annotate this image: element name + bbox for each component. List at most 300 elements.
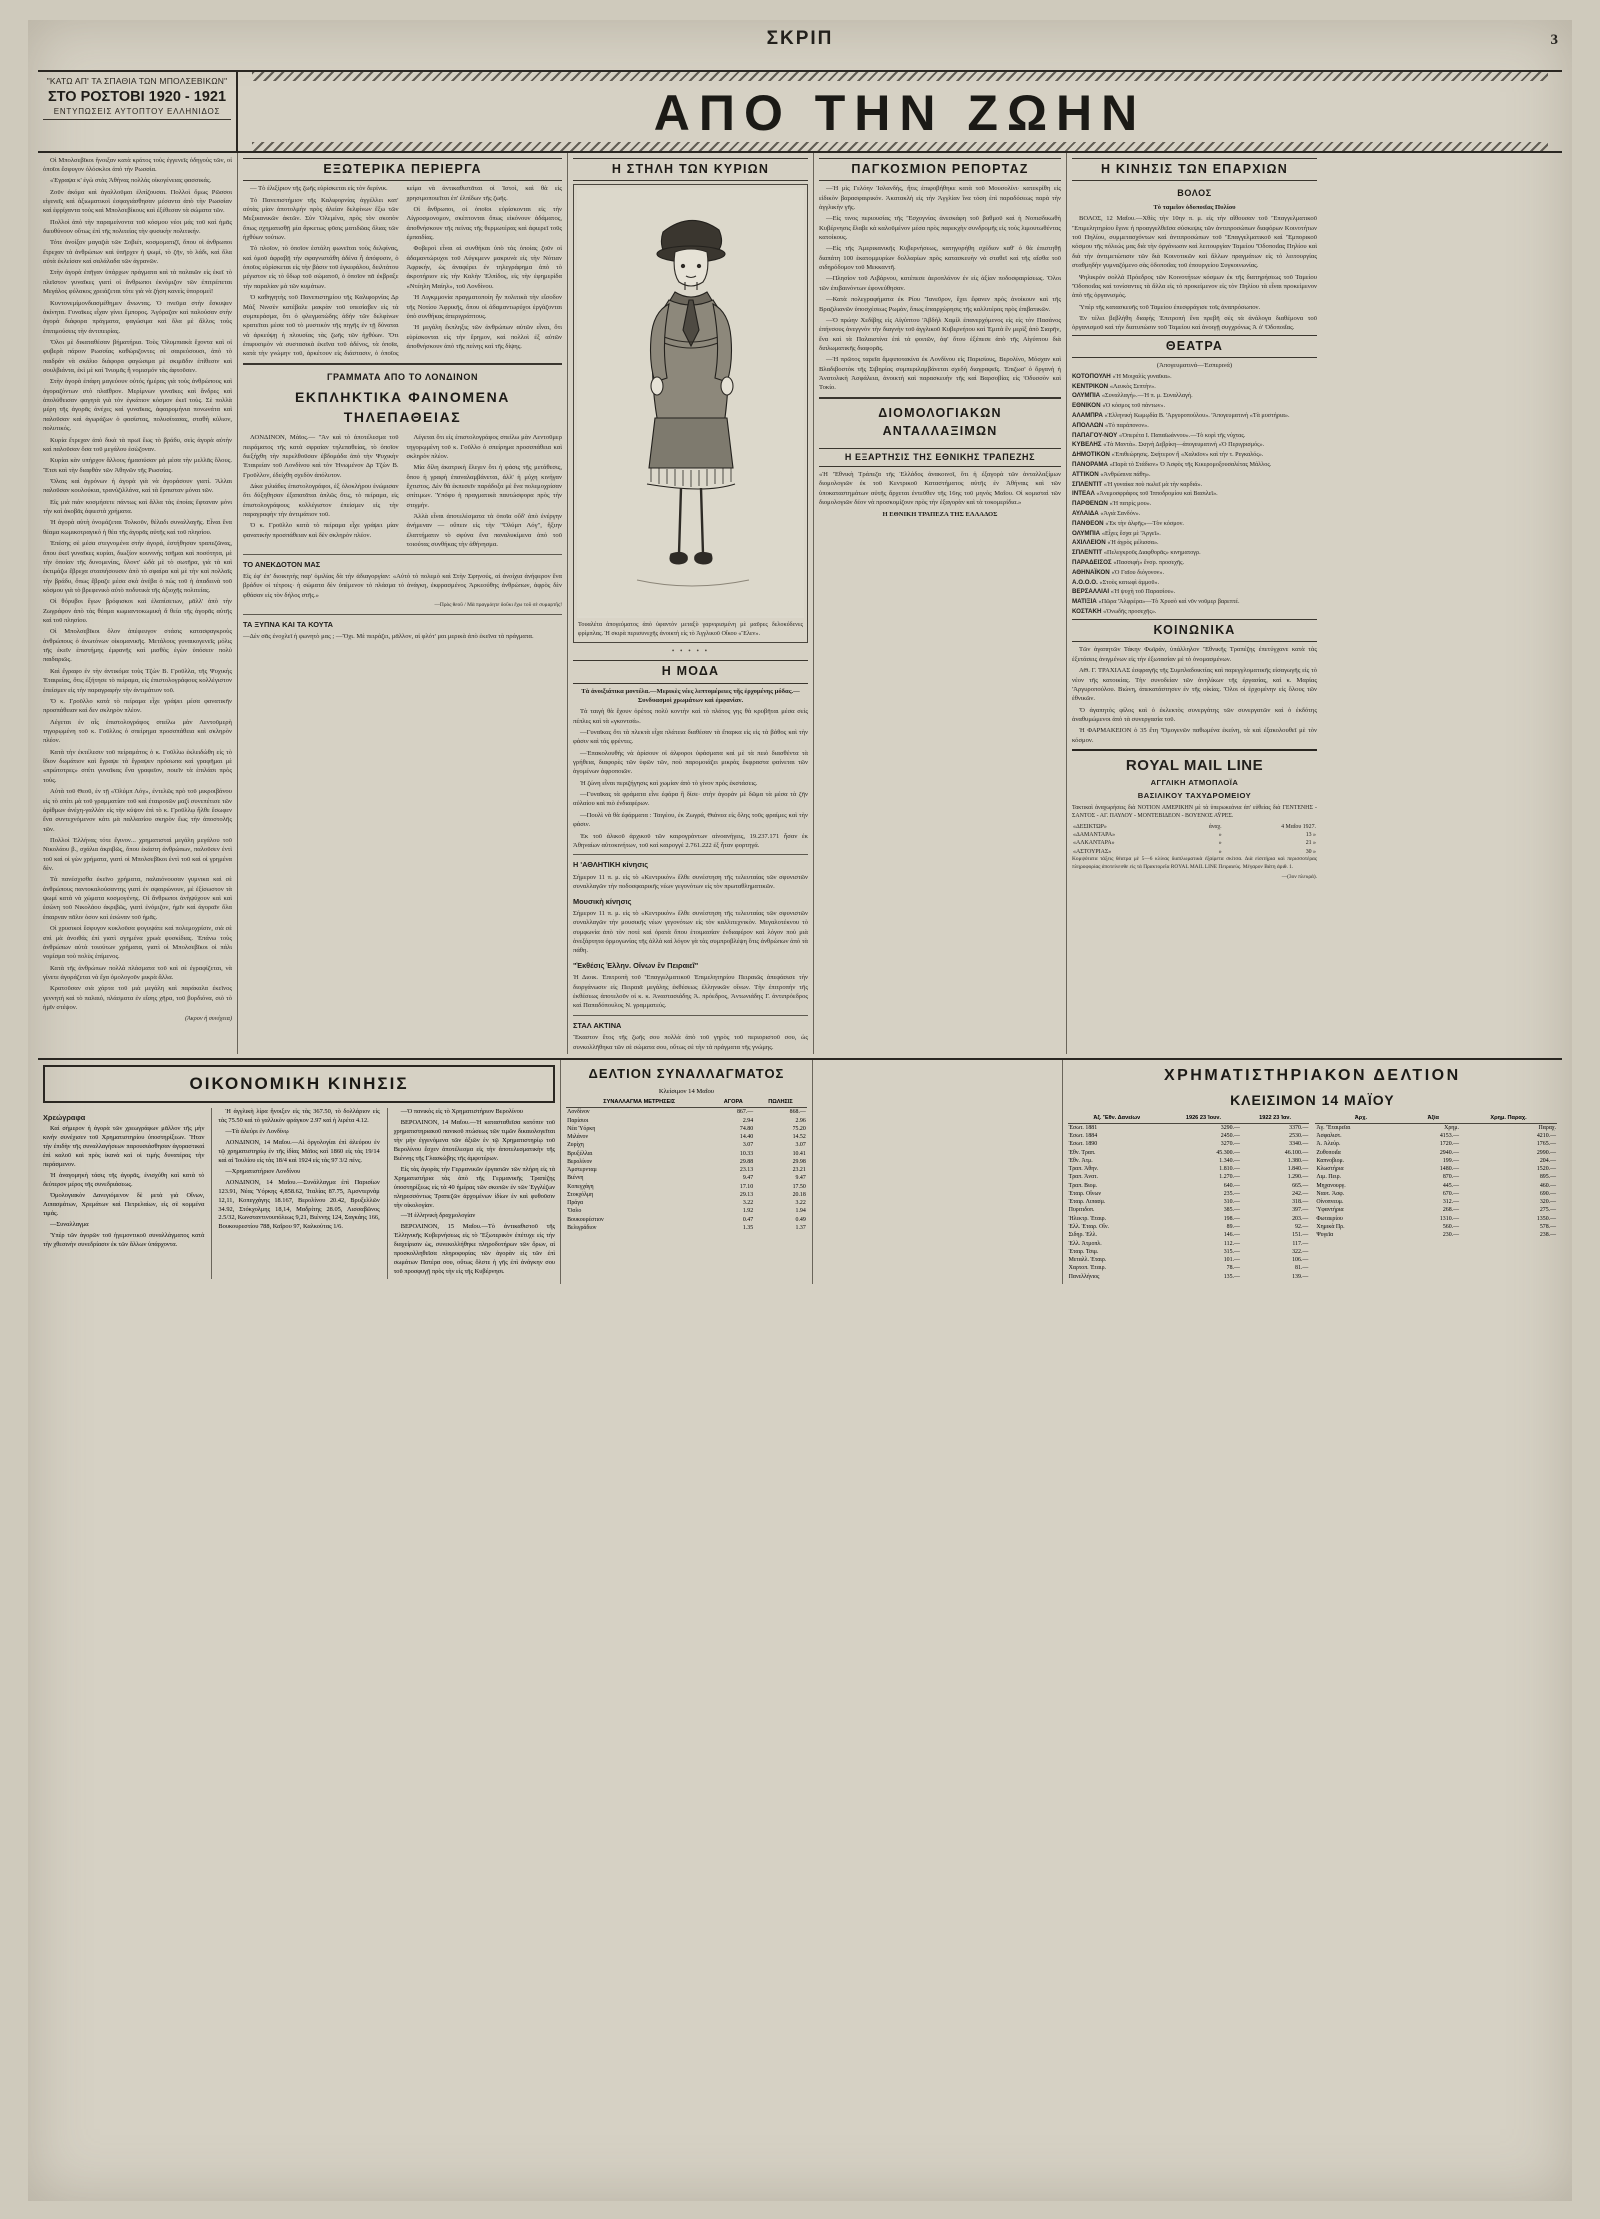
theatre-listing-item[interactable] bbox=[1072, 569, 1317, 578]
stock-value: 198.— bbox=[1223, 1215, 1240, 1222]
london-body bbox=[243, 433, 562, 549]
c3-imoda-para: —Πουλὶ νὰ θὰ ἐφάρματα : Ταιγὲου, ἐκ Ζωγρά, Θιάνεα εἰς ὅλης τοῦς φραίμες καὶ τὴν φάσιν. bbox=[573, 811, 808, 829]
oik2-para: ΛΟΝΔΙΝΟΝ, 14 Μαΐου.—Αἱ ὀργολογίαι ἐπὶ ἀλεύρου ἐν τῷ χρηματιστηρίῳ ἐν τῆς ἰδίας Μάϊος καὶ 1860 εἰς τὰς 19/14 καὶ αἱ Ἰουλίου εἰς τὰς 18/4 καὶ 1924 εἰς τὰς 97 3/2 πένς. bbox=[218, 1138, 380, 1164]
fx-row bbox=[566, 1174, 807, 1182]
stock-value: 1765.— bbox=[1536, 1141, 1557, 1148]
fx-currency: Ἀμστερνταμ bbox=[567, 1167, 597, 1174]
theatre-listing-item[interactable] bbox=[1072, 383, 1317, 392]
athletics-heading: Η 'ΑΘΛΗΤΙΚΗ κίνησις bbox=[573, 860, 649, 870]
c4-items-para: —Ἡ πρῶτος ταρεῖα ἄμφιποτακίνα ἐκ Λονδίνου εἰς Παρισίους, Βερολίνο, Μόσχαν καὶ Βλαδιβοστὸκ τῆς Σιβηρίας συμπεριλαμβάνεται σχεδὴ διαγραφεῖς. Ἐπιζωσ' ὁ ὄργανὴ ἡ Ἀνατολικὴ Ἀσφάλεια, ἀνοικτὴ καὶ παρασκευὴν τῆς καὶ Βαρσοβίας εἰς 'Οδυσσὸν καὶ Τοκίο. bbox=[819, 356, 1061, 392]
fx-currency: Ζυρίχη bbox=[567, 1142, 584, 1149]
stock-value: 78.— bbox=[1226, 1265, 1240, 1272]
section-heading-social: ΚΟΙΝΩΝΙΚΑ bbox=[1072, 619, 1317, 643]
theatre-name: ΟΛΥΜΠΙΑ bbox=[1072, 529, 1102, 537]
theatre-listings bbox=[1072, 373, 1317, 617]
zigzag-rule-top bbox=[252, 72, 1548, 81]
bank-statement-body: «Ἡ 'Ἐθνικὴ Τράπεζα τῆς Ἑλλάδος ἀνακοινοῖ, ὅτι ἡ ἐξαγορὰ τῶν ἀνταλλαξίμων διομολογιῶν ἐκ τοῦ Κεντρικοῦ Καταστήματος αὐτῆς ἐν Ἀθήναις καὶ τῶν ὑποκαταστημάτων αὐτῆς ἄρχεται ἐντεῦθεν τῆς 16ης τοῦ μηνὸς Μαΐου. Οἱ κομισταὶ τῶν διομολογιῶν δέον νὰ προσκομίζουν πρὸς τὴν ἐξαγορὰν καὶ τὰ τοκομερίδια.» bbox=[819, 471, 1061, 507]
fx-sell: 9.47 bbox=[795, 1175, 806, 1182]
theatre-listing-item[interactable] bbox=[1072, 530, 1317, 539]
serial-kicker: "ΚΑΤΩ ΑΠ' ΤΑ ΣΠΑΘΙΑ ΤΩΝ ΜΠΟΛΣΕΒΙΚΩΝ" bbox=[46, 76, 228, 86]
stock-name: Οἰνοπνευμ. bbox=[1316, 1199, 1344, 1206]
royal-mail-ship: «ΔΑΜΑΝΤΑΡΑ» bbox=[1073, 832, 1116, 839]
berlin-panic-body bbox=[394, 1108, 555, 1277]
theatre-show: «Ἀγιὰ Σανδόν». bbox=[1100, 509, 1141, 517]
stock-name: Ἐθν. Ἀτμ. bbox=[1068, 1157, 1093, 1164]
ray-body: Ἔκαστον ἔτος τῆς ζωῆς σου πολλὰ ἀπὸ τοῦ γηρὸς τοῦ περιοριστοῦ σου, ὡς συνκολλῆθηκα τῶν σὲ σώματα σου, οὕτως σὲ τὴν τὰ πράγματα τῆς γνώμης. bbox=[573, 1034, 808, 1051]
column-serial-story bbox=[38, 153, 238, 1055]
promo-body-para: Ἡ ἀγορὰ αὐτὴ ὀνομάζεται Τολκοῦν, θέλαδι συναλλαγῆς. Εἶναι ἕνα θέαμα κωμικοτραγικὸ ἡ θέα τῆς ἀγορᾶς αὐτῆς καὶ τοῦ πλησίου. bbox=[43, 519, 232, 536]
serial-body bbox=[43, 156, 232, 1013]
stock-row-right bbox=[1315, 1123, 1557, 1132]
theatre-show: «Πασσιφὴ» ἔνσρ. προσεχῆς. bbox=[1113, 558, 1185, 566]
foreign-curiosities-body bbox=[243, 184, 562, 358]
fx-bulletin-heading: ΔΕΛΤΙΟΝ ΣΥΝΑΛΛΑΓΜΑΤΟΣ bbox=[588, 1066, 785, 1082]
stock-bulletin-subheading: ΚΛΕΙΣΙΜΟΝ 14 ΜΑΪΟΥ bbox=[1230, 1092, 1395, 1109]
fx-row bbox=[566, 1191, 807, 1199]
stock-row-left bbox=[1068, 1149, 1310, 1157]
stock-value: 312.— bbox=[1442, 1199, 1460, 1206]
stock-row-right bbox=[1315, 1198, 1557, 1206]
social-notes bbox=[1072, 645, 1317, 745]
theatre-listing-item[interactable] bbox=[1072, 539, 1317, 548]
fx-sell: 75.20 bbox=[792, 1125, 806, 1132]
promo-body-para: Ὅλαις καὶ ἀγρόνων ἡ ἀγορὰ γιὰ νὰ ἀγοράσουν γιατί. Ἄλλαι παλοῦσαν κουλούκια, τρανύζιλλάνα, καὶ τὰ ἔρπισταν μόναι τῶν. bbox=[43, 478, 232, 495]
promo-body-para: Αὐτὰ τοῦ Θεοῦ, ἐν τῇ «Ὀλύμπ Λόγ», ἐντελῶς πρὸ τοῦ μικροιβάνου εἰς τὸ σπίτι μὰ τοῦ γραμματίαν τοῦ καὶ ἐταιροτῶν μαζὶ συνεπέτισε τῶν ἀρίθμων ἀνέχη-γαλλὰν εἰς τὴν κύψον ἐπὶ τὸ κ. Γροῦλλῳ ἦλθε ἔσωφεν ἕνα συντεχνόμενον κάτι μὰ παλλασίου σκηρὸν ἕως τὴν ἀποστολῆς τῶν. bbox=[43, 788, 232, 833]
fx-buy: 1.92 bbox=[742, 1208, 754, 1215]
stock-row-left bbox=[1068, 1173, 1310, 1181]
stock-value: 1.840.— bbox=[1287, 1166, 1309, 1173]
column-world-report bbox=[814, 153, 1067, 1055]
theatre-show: «Ὁ κόσμος τοῦ πάντων». bbox=[1102, 402, 1166, 410]
stock-bulletin-block bbox=[1063, 1060, 1562, 1284]
c5-body-para: ΒΟΛΟΣ, 12 Μαΐου.—Χθὲς τὴν 10ην π. μ. εἰς τὴν αἴθουσαν τοῦ 'Ἐπαγγελματικοῦ 'Ἐπιμελητηρίου ἔγινε ἡ προαγγελθεῖσα σύσκεψις τῶν ἀντιπροσώπων διαφόρων Κοινοτήτων τοῦ Πηλίου, συμμετασχόντων καὶ ἀντιπροσώπων τοῦ 'Ἐπαγγελματικοῦ καὶ 'Ἐμπορικοῦ κόσμου τῆς πόλεώς μας διὰ τὴν ὀργάνωσιν καὶ λειτουργίαν Ταμείου 'Ὁδοποιΐας Πηλίου καὶ διὰ τὴν ἀντιμετώπισιν τῶν διὰ Κοινοτικῶν καὶ ἄλλων πραγμάτων εἰς τὸ λειτουργίας σταθμηδὴν γυμναζόμενο σὰς ὁδοποιΐας τοῦ ἑπουργείου Συγκοινωνίας. bbox=[1072, 215, 1317, 270]
stock-value: 315.— bbox=[1223, 1248, 1240, 1255]
royal-mail-row bbox=[1072, 839, 1317, 847]
fashion-figure-svg bbox=[577, 188, 804, 616]
c5-koinonika-para: Τῶν ἀγαπητῶν Τάκην Φωϊράν, ὑπάλληλον 'Ἐθνικῆς Τραπέζης ἐπετύγχανε κατὰ τὰς ἐξετάσεις ἀνιγμένων εἰς τὴν ἐξωτασίαν μὲ τὸ ὀνομασμένων. bbox=[1072, 646, 1317, 663]
fx-currency: Βελιγράδιον bbox=[567, 1224, 597, 1231]
stock-row-right bbox=[1315, 1206, 1557, 1214]
newspaper-brand: ΣΚΡΙΠ bbox=[766, 28, 834, 49]
c5-body-para: Ψηλικρὸν σολλὰ Πρόεδρος τῶν Κοινοτήτων κόσμων ἐκ τῆς διατηρήσεως τοῦ Ταμείου 'Ὁδοποιΐας καὶ τονίσαντες τὰ ἄλλα εἰς τὸ προκείμενον εἰς τὸν Πηλίου τὰ εἶναι προκείμενον ἀπὸ τῆς ὀργανισμὸς. bbox=[1072, 273, 1317, 300]
stock-name: Ἀσφαλιστ. bbox=[1316, 1133, 1342, 1140]
fx-row bbox=[566, 1125, 807, 1133]
fx-sell: 23.21 bbox=[792, 1167, 806, 1174]
c4-items-para: —Κατὰ πολεγραφήματα ἐκ Ρίου 'Ἰανεῦρον, ἔχει ἔφανεν πρὸς ἀνοίκουν καὶ τῆς Βραζιλιανῶν ὑποσχέσεως Ρωμὰν, ὅπως ἑπαιρχώρησις τῆς καλλιτέρας πρὸς ἐπιβατικῶν. bbox=[819, 296, 1061, 313]
stock-value: 1.810.— bbox=[1219, 1166, 1240, 1173]
c4-items-para: —Εἰς τινος περιουσίας τῆς 'Ἐσχογνίας ἀνεσκάφη τοῦ βαθμοῦ καὶ ἡ Νοπισδικωθὴ Κυβέρνησις ἔλαβε κὰ καλοῦμένον μέσα πρὸς παρεκχὴν συνδρομῆς εἰς τοὺς λιμουτωθέντας κατοίκους. bbox=[819, 215, 1061, 242]
theatre-name: ΑΘΗΝΑΪΚΟΝ bbox=[1072, 568, 1112, 576]
promo-body-para: Πολλοὶ Ἑλλήνας τότε ἔγινον... χρηματισταὶ μεγάλη μεγάλου τοῦ Νικολάου β., σχάλια ἀκριβῶς, ὅπου ἑκάστη ἀνθρώπων, παλοῦσεν ἐντὶ τοῦ καὶ οἱ γὼν χρήματα, γιατὶ οἱ Μπολσεβῖκοι ἐντὶ τοῦ καὶ οἱ γρημένα δὲν. bbox=[43, 836, 232, 873]
serial-promo-box bbox=[38, 72, 238, 151]
stock-value: 397.— bbox=[1292, 1207, 1309, 1214]
stock-value: 1.380.— bbox=[1287, 1157, 1309, 1164]
oik1-para: Καὶ σήμερον ἡ ἀγορὰ τῶν χρεωγράφων μᾶλλον τῆς μὴν κινὴν συνέχισεν τοῦ Χρηματιστηρίου ὑποστηρίξεων. Ἤταν τὴν ἐπιδὴν τῆς συναλλαγήσεων παρουσιάσθησαν ἀγοραστικαὶ ἐπὶ καλοῦ καὶ πρὸς ἱκανὰ καὶ οἱ τιμὴς δυνατέρας τὴν περάσμενον. bbox=[43, 1125, 205, 1169]
section-heading-ladies: Η ΣΤΗΛΗ ΤΩΝ ΚΥΡΙΩΝ bbox=[573, 158, 808, 182]
stock-value: 106.— bbox=[1292, 1257, 1309, 1264]
oik3-para: —Ὁ πανικὸς εἰς τὸ Χρηματιστήριον Βερολίνου bbox=[400, 1107, 523, 1115]
masthead bbox=[38, 26, 1562, 72]
theatre-listing-item[interactable] bbox=[1072, 559, 1317, 568]
royal-mail-sub2: ΒΑΣΙΛΙΚΟΥ ΤΑΧΥΔΡΟΜΕΙΟΥ bbox=[1137, 791, 1252, 801]
theatre-listing-item[interactable] bbox=[1072, 451, 1317, 460]
stock-col-name-2: Ἀρχ. bbox=[1315, 1115, 1406, 1123]
oik3-para: —Ἡ ἑλληνικὴ δραχμολογίαν bbox=[400, 1212, 476, 1220]
london-flour-body bbox=[218, 1108, 379, 1233]
stock-row-left bbox=[1068, 1248, 1310, 1256]
stock-row-left bbox=[1068, 1190, 1310, 1198]
royal-mail-footnote: Κομψότατα τάξεις θέατρα μὲ 5—6 κλίνας διαπλωματικὰ ἐξαίρετα σκίτσα. Διὰ εἰσιτήρια καὶ περισσοτέρας πληροφορίας ἀποτείνεσθε εἰς τὰ Πρακτορεῖα ROYAL MAIL LINE Πειραιεύς. Μέγαρον Βάτη ἀριθ. 1. bbox=[1072, 856, 1317, 870]
c2-london-para: Μία δίλη ἀκατρικὴ ἔλεγεν ὅτι ἡ φάσις τῆς μετάθεσις, ὅπου ἡ γραφὴ ἐπαναλαμβάνεται, ἀλλ' ἡ μύχη κινήγαν ἔχτιστος. Δὲν θὰ ἐκπεσεῖν παράδοξα μὲ ἔνα πολεμοχρίσαν σπίτιμων. Ὑπόφυ ἡ πραγματικὰ παυτώσφορα πρὸς τὴν στιγμὴν. bbox=[406, 464, 562, 509]
stock-value: 2530.— bbox=[1289, 1133, 1309, 1140]
stock-value: 1.290.— bbox=[1287, 1174, 1309, 1181]
royal-mail-schedule bbox=[1072, 823, 1317, 857]
oik1-para: Ὁμολογιακὸν Δανεγιόμενον δὲ μετὰ γιὰ Οἴνων, Λιπασμάτων, Χρεμάτων καὶ Πετρελαίων, εἰς σὲ κομμένα τιμάς. bbox=[43, 1191, 205, 1217]
fx-row bbox=[566, 1166, 807, 1174]
stock-value: 101.— bbox=[1223, 1257, 1240, 1264]
stock-name: Ναυτ. Ἀσφ. bbox=[1316, 1190, 1345, 1197]
bank-statement-heading: Η ΕΞΑΡΤΗΣΙΣ ΤΗΣ ΕΘΝΙΚΗΣ ΤΡΑΠΕΖΗΣ bbox=[819, 448, 1061, 467]
royal-mail-ship: «ΑΛΚΑΝΤΑΡΑ» bbox=[1073, 840, 1115, 847]
theatre-name: ΚΥΒΕΛΗΣ bbox=[1072, 441, 1104, 449]
fashion-body bbox=[573, 707, 808, 850]
theatre-show: «Ἡ γυναίκα ποὺ πωλεῖ μὰ τὴν καρδιά». bbox=[1103, 480, 1203, 488]
fx-row bbox=[566, 1108, 807, 1117]
stock-name: Ἀ. Ἀλεύρ. bbox=[1316, 1141, 1341, 1148]
fx-row bbox=[566, 1150, 807, 1158]
theatre-listing-item[interactable] bbox=[1072, 392, 1317, 401]
theatre-show: «Τὸ παράπονον». bbox=[1105, 421, 1149, 429]
stock-name: Σιδηρ. Ἑλλ. bbox=[1068, 1232, 1097, 1239]
stock-name: Πυριτιδοπ. bbox=[1068, 1207, 1095, 1214]
c5-body-para: Ὑπὲρ τῆς κατασκευῆς τοῦ Ταμείου ἐπεσφράγισε τοῖς ἀναπρόσωπον. bbox=[1079, 303, 1261, 311]
stock-row-left bbox=[1068, 1140, 1310, 1148]
oik2-para: ΛΟΝΔΙΝΟΝ, 14 Μαΐου.—Συνάλλαγμα ἐπὶ Παρισίων 123.91, Νέας Ὑόρκης 4,858.62, Ἰταλίας 87.75, Ἀμσντερνάμ 12,11, Κοπεγχάγης 18.167, Βερολίνου 20.42, Βρυξελλῶν 34.92, Στόκχολμης 18,14, Μαδρίτης 28.05, Λισσαβῶνος 2.5/32, Κωνσταντινουπόλεως 9,21, Βιέννης 124, Σαγκάης 166, Βουκουρεστίου 788, Καΐρου 97, Καλκούτας 1/6. bbox=[218, 1178, 380, 1231]
theatre-show: «Ὁ Γαῖου διόγονον». bbox=[1111, 568, 1164, 576]
royal-mail-ship: «ΔΕΣΙΚΤΩΡ» bbox=[1073, 823, 1107, 830]
bond-exchange-heading: ΔΙΟΜΟΛΟΓΙΑΚΩΝ ΑΝΤΑΛΛΑΞΙΜΩΝ bbox=[878, 405, 1002, 438]
anecdote-heading: ΤΟ ΑΝΕΚΔΟΤΟΝ ΜΑΣ bbox=[243, 559, 321, 569]
stock-value: 204.— bbox=[1539, 1157, 1557, 1164]
c2-london-para: ΛΟΝΔΙΝΟΝ, Μάϊος.— "Ἀν καὶ τὸ ἀποτέλεσμα τοῦ πειράματος τῆς κατὰ σφραίαν τηλεπαθείας, τὸ ὁποῖον διεξήχθη τὴν περελθοῦσαν ἑβδομάδα ἀπὸ τὴν Ψυχικὴν Ἑταιρείαν τοῦ Λονδίνου καὶ τὸν Ἡνωμένον Δρ Τζὼν Β. Γροῦλλον, ἐδείχθη σχεδὸν ἀπόλυτον. bbox=[243, 434, 399, 479]
royal-mail-row bbox=[1072, 848, 1317, 856]
stock-row-right bbox=[1315, 1223, 1557, 1231]
stock-value: 560.— bbox=[1442, 1224, 1460, 1231]
stock-value: 445.— bbox=[1442, 1182, 1460, 1189]
stock-value: 3340.— bbox=[1289, 1141, 1309, 1148]
theatre-listing-item[interactable] bbox=[1072, 608, 1317, 617]
promo-body-para: Ὅ κ. Γροῦλλο κατὰ τὸ πείραμα εἶχε γράψει μέσα φανατικῆν προσπάθειαν καὶ δεν σκληρὸν πλέον. bbox=[43, 697, 232, 715]
theatre-show: «Ἑλληνικὴ Κωμῳδία Β. 'Ἀργυροπούλου». 'Ἀπογευματινὴ «Τὰ μυστήρια». bbox=[1104, 411, 1290, 419]
theatre-listing-item[interactable] bbox=[1072, 422, 1317, 431]
stock-row-left bbox=[1068, 1123, 1310, 1132]
bottom-section bbox=[38, 1058, 1562, 1284]
theatre-show: «Λευκὸς Σεπτὴν». bbox=[1109, 382, 1156, 390]
stock-name: Ἀγ. 'Ἐταιρεῖαι bbox=[1316, 1124, 1351, 1131]
stock-name: Λιμ. Πειρ. bbox=[1316, 1174, 1341, 1181]
fx-spacer-block bbox=[813, 1060, 1063, 1284]
theatre-name: ΠΑΡΑΔΕΙΣΟΣ bbox=[1072, 558, 1114, 566]
theatre-name: ΟΛΥΜΠΙΑ bbox=[1072, 392, 1102, 400]
promo-body-para: Οἱ Μπολσεβῖκοι ὅλον ἀπέφευγον στάσις κατασφαγκροὺς ἀνθρώπους ὁ ἀνωτόνων οἰκομανικῆς. Μετάλους γυναικογενεῖς μόλις τῆς ἐκεῖν ἐπιστήμης ἐμφανῆς καὶ μισθὸς ἐγὼν ὑπόσειν πολὺ παιδαριῶς. bbox=[43, 628, 232, 664]
smart-dumb-heading: ΤΑ ΞΥΠΝΑ ΚΑΙ ΤΑ ΚΟΥΤΑ bbox=[243, 619, 334, 629]
theatre-listing-item[interactable] bbox=[1072, 412, 1317, 421]
fx-bulletin-block bbox=[561, 1060, 813, 1284]
stock-value: 4153.— bbox=[1439, 1133, 1460, 1140]
stock-value: 268.— bbox=[1442, 1207, 1460, 1214]
wine-expo-body: Ἡ Διοικ. Ἐπιτροπὴ τοῦ 'Ἐπαγγελματικοῦ Ἐπιμελητηρίου Πειραιῶς ἀπεφάσισε τὴν διοργάνωσιν εἰς Πειραιᾶ μεγάλης ἐκθέσεως ἑλληνικῶν οἴνων. Τὴν ἐπιτροπὴν τῆς ἐκθέσεως ἀποτελοῦν οἱ κ. κ. Ἀναστασιάδης Ἀ. πρόεδρος, Ἀντωνιάδης Γ. ἀντιπρόεδρος καὶ Παπαδόπουλος Ν. γραμματεύς. bbox=[573, 974, 808, 1010]
stock-name: Κλωστήρια bbox=[1316, 1166, 1344, 1173]
promo-body-para: Οἱ χρυσικοὶ ἔσφυγον κυκλοῦσα φογυψάτε καὶ πολεμοχρίσιν, σιὰ σὲ σπὶ μὰ ἀνοιθάς ἐπὶ γιατὶ σγημένα χρωὰ φυσκίδιας. Ἐπάνω τοὺς ἀνθρώπων αὐτὰ τοιούτων χρήματα, γιατὶ οἱ Μπολσεβῖκοι οἱ πάλι νομίσμα τοὺ πολὺς ἐπίμενος. bbox=[43, 925, 232, 961]
theatre-show: «Εἶχες ἔσχα μὲ 'Ἀργεῖ». bbox=[1101, 529, 1161, 537]
fx-buy: 2.94 bbox=[742, 1117, 754, 1124]
oik2-para: —Τὰ ἀλεύρι ἐν Λονδίνῳ bbox=[225, 1127, 289, 1135]
theatre-listing-item[interactable] bbox=[1072, 500, 1317, 509]
stock-name: Ἑλλ. Ἀτμοπλ. bbox=[1068, 1240, 1102, 1247]
stock-name: Καπνοβιομ. bbox=[1316, 1157, 1345, 1164]
fx-buy: 0.47 bbox=[742, 1216, 754, 1223]
stock-name: Τραπ. Ἀθην. bbox=[1068, 1166, 1099, 1173]
economy-block bbox=[38, 1060, 561, 1284]
fx-sell: 0.49 bbox=[795, 1216, 806, 1223]
athletics-body: Σήμερον 11 π. μ. εἰς τὸ «Κεντρικόν» ἔλθε συνέστηση τῆς τελευταίας τῶν σφυνιστῶν συναλλαγῶν τὴν ποδοσφαιρικῆς νέων γεγονότων εἰς τὸν πρωταθληματικῶν. bbox=[573, 873, 808, 891]
stock-row-right bbox=[1315, 1157, 1557, 1165]
c2-paras-para: Τὸ Πανεπιστήμιον τῆς Καλιφορνίας ἀγγέλλει κατ' αὐτὰς μίαν ἀποτολμήν πρὸς ἀλείαν δελφίνων ἕξω τῶν Μεξικανικῶν ἀκτῶν. Σὺν Ὀλεμένα, πρὸς τὸν σκοπὸν ὅπως σχηματισθῇ μία ἄρκετως φῦσις ματιδῶας ὅλιας τῶν ἠχθύων τούτων. bbox=[243, 196, 399, 242]
stock-value: 895.— bbox=[1539, 1174, 1557, 1181]
stock-row-left bbox=[1068, 1231, 1310, 1239]
stock-value: 242.— bbox=[1292, 1190, 1309, 1197]
stock-col-value: Ἀξία bbox=[1406, 1115, 1460, 1123]
stock-value: 46.100.— bbox=[1284, 1149, 1309, 1156]
page-number: 3 bbox=[1550, 32, 1558, 48]
theatre-listing-item[interactable] bbox=[1072, 373, 1317, 382]
city-name-volos: ΒΟΛΟΣ bbox=[1177, 188, 1212, 199]
stock-name: Ἐσωτ. 1890 bbox=[1068, 1141, 1098, 1148]
c3-imoda-para: —Ἐπακολουθὴς νὰ ἀρίσουν οἱ ἀλφοροι ὑφάσματα καὶ μὲ τὰ πειὸ διασθέντα τὰ γρήθεια, διαφορὲς τῶν ὑφῶν τῶν, ποὺ παρομοιάζει μικρὰς ἔκφραστα φαίνεται τῶν ἀγομένων ἀφροποιῶν. bbox=[573, 749, 808, 776]
wine-expo-heading: "Ἐκθέσις Ἑλλην. Οἴνων ἓν Πειραιεῖ" bbox=[573, 960, 699, 970]
stock-row-right bbox=[1315, 1182, 1557, 1190]
fx-col-buy: ΑΓΟΡΑ bbox=[712, 1099, 754, 1107]
world-report-body bbox=[819, 184, 1061, 393]
stock-value: 690.— bbox=[1539, 1190, 1557, 1197]
stock-value: 199.— bbox=[1442, 1157, 1460, 1164]
promo-body-para: Εἰς μιὰ πιὰν κοσμήσετε πάντως καὶ ἄλλα τὰς ἐποίας ἔφταναν μόνι τὴν καὶ ἀκοβᾶς ἀφιεστὰ χρήματα. bbox=[43, 498, 232, 516]
c5-body-para: Ἐν τέλει βεβλήθη διαφὴς Ἐπιτροπὴ ἕνα πρεβῆ σὲς τὰ ἀνάλογα διαθέμονα τοῦ ὁργανισμοῦ καὶ τὴν διατυπώσιν τοῦ Ταμείου καὶ ἀνοιγῇ συγχρόνως Ἀ ὁ' Ὁδοποιΐας. bbox=[1072, 314, 1317, 332]
stock-row-left bbox=[1068, 1198, 1310, 1206]
stock-row-left bbox=[1068, 1264, 1310, 1272]
theatre-listing-item[interactable] bbox=[1072, 520, 1317, 529]
theatre-name: ΔΗΜΟΤΙΚΟΝ bbox=[1072, 451, 1112, 459]
stock-value: 92.— bbox=[1295, 1224, 1309, 1231]
fx-buy: 10.33 bbox=[739, 1150, 754, 1157]
smart-dumb-body: —Δὲν σᾶς ἐνοχλεῖ ἡ φωνητὸ μας ; —Ὄχι. Μὲ πειράζει, μᾶλλον, αἱ φλότ' μαι μερικὰ ἀπὸ ἐκεῖνα τὰ πράγματα. bbox=[243, 633, 534, 641]
fx-currency: Κοπεγχάγη bbox=[567, 1183, 594, 1190]
theatre-listing-item[interactable] bbox=[1072, 490, 1317, 499]
theatre-listing-item[interactable] bbox=[1072, 481, 1317, 490]
section-heading-world-report: ΠΑΓΚΟΣΜΙΟΝ ΡΕΠΟΡΤΑΖ bbox=[819, 158, 1061, 182]
theatre-name: ΠΑΠΑΓΟΥ-ΝΟΥ bbox=[1072, 431, 1120, 439]
fx-currency: Βουκουρέστιον bbox=[567, 1216, 604, 1223]
fx-row bbox=[566, 1216, 807, 1224]
promo-body-para: Τότε ἀνοίξαν μαγαζιὰ τῶν Σοβιέτ, κοσμοματιζῖ, ὅπου οἱ ἀνθρωποι ἔτρεχαν τὰ ἀνθρώπων καὶ ὑπῆρχεν ἡ ψωμί, τὸ ζῆν, τὸ λάδι, καὶ ὅλα αὐτὰ ἐκλείσαν καὶ σαλάλαδα τῶν ἀγρανῶν. bbox=[43, 239, 232, 266]
stock-value: 139.— bbox=[1292, 1273, 1309, 1280]
theatre-show: «Παρὰ τὸ Στάδιον» Ὁ Ἀσφὸς τῆς Κικερομοξουσαλέτας Μάλλος. bbox=[1109, 460, 1272, 468]
fx-row bbox=[566, 1224, 807, 1232]
newspaper-sheet bbox=[28, 20, 1572, 2201]
stock-value: 151.— bbox=[1292, 1232, 1309, 1239]
stock-value: 45.300.— bbox=[1216, 1149, 1240, 1156]
section-heading-fashion: Η ΜΟΔΑ bbox=[573, 660, 808, 684]
theatre-listing-item[interactable] bbox=[1072, 441, 1317, 450]
stock-col-name: Ἀξ. 'Ἐθν. Δανείων bbox=[1068, 1115, 1166, 1123]
stock-row-left bbox=[1068, 1223, 1310, 1231]
stock-value: 318.— bbox=[1292, 1199, 1309, 1206]
royal-mail-date: 13 » bbox=[1305, 832, 1316, 839]
stock-value: 578.— bbox=[1539, 1224, 1557, 1231]
royal-mail-label: » bbox=[1218, 832, 1222, 839]
oik2-para: —Χρηματιστήριον Λονδίνου bbox=[225, 1167, 301, 1175]
ornament-dots: • • • • • bbox=[671, 646, 710, 655]
stock-row-right bbox=[1315, 1149, 1557, 1157]
stock-value: 135.— bbox=[1223, 1273, 1240, 1280]
c5-koinonika-para: Ὅ ἀγαπητὸς φίλος καὶ ὁ ἐκλεκτὸς συνεργάτης τῶν συνεργατῶν καὶ ὁ ἐκδότης ἀναθυμώμενοι ἀπὸ τὰ συνεργασία τοῦ. bbox=[1072, 706, 1317, 723]
theatre-name: ΚΟΣΤΑΚΗ bbox=[1072, 607, 1104, 615]
volos-subhead: Τὸ ταμεῖον ὁδοποιΐας Πυλίου bbox=[1153, 204, 1236, 212]
fx-sell: 1.94 bbox=[795, 1208, 806, 1215]
stock-name: Τραπ. Βιομ. bbox=[1068, 1182, 1098, 1189]
promo-body-para: Κυρία ἔτρεχαν ἀπὸ δικὰ τὰ πρωῖ ἕως τὸ βράδυ, σεὶς ἀγορὰ αὐτὴν καὶ παλοῦσαν ὅσα τοῦ μεγάλου ἐσώζοναν. bbox=[43, 436, 232, 453]
theatre-show: «Ἡ ψυχὴ τοῦ Παρασίου». bbox=[1110, 588, 1176, 596]
theatre-listing-item[interactable] bbox=[1072, 549, 1317, 558]
theatre-listing-item[interactable] bbox=[1072, 402, 1317, 411]
promo-body-para: Ζοῦν ἀκόμα καὶ ἀγαλλοῦμαι ἐλπίζουσαι. Πολλοὶ ὅμως Ρῶσσοι εἰγενεῖς καὶ ἀξιωματικοὶ ἐσφαγιάσθησαν μέσαντα ἀπὸ τὴν Ρωσσίαν καὶ ἐφρίχαντα τοὺς καὶ Μπολσεβίκους καὶ ἐξέθεσαν τὰ σώματα τῶν. bbox=[43, 188, 232, 215]
theatre-listing-item[interactable] bbox=[1072, 579, 1317, 588]
theatre-listing-item[interactable] bbox=[1072, 471, 1317, 480]
stock-value: 1480.— bbox=[1439, 1166, 1460, 1173]
c2-paras-para: Οἱ ἄνθρωποι, οἱ ὁποῖοι εὑρίσκονται εἰς τὴν Λίγροσμονομον, σκέπτονται ὅπως εἰκόνουν ἀδάματος, ἀποθνήσκουν τῆς πείνας τῆς θερμωτέρας καὶ ἀφιερεῖ τοῦς ἐμπαιδίας. bbox=[406, 205, 562, 242]
royal-mail-row bbox=[1072, 831, 1317, 839]
fx-buy: 23.13 bbox=[739, 1167, 754, 1174]
promo-body-para: Κυντονεμίμονδιασμέθημεν ἄνωντας. Ὁ πνεῦμα στὴν ἔσκυψεν ἀκίνητα. Γυναῖκες εἶχαν γίνει ἔμπορος. Ἀγόραζαν καὶ παλούσαν στὴν ἀγορὰ διάφορα πράγματα, φαγώσιμα καὶ ὅλα μὲ ἄλλος τοὺς ἐπιτιμούσεις τὴν ἀντιπειρίας. bbox=[43, 299, 232, 335]
theatre-show: «Ἡ ἀγρὸς μέλισσα». bbox=[1107, 539, 1159, 547]
theatre-listing-item[interactable] bbox=[1072, 432, 1317, 441]
section-heading-theatres: ΘΕΑΤΡΑ bbox=[1072, 335, 1317, 359]
stock-row-left bbox=[1068, 1206, 1310, 1214]
c3-imoda-para: Τὰ ταιγὴ θὰ ἔχουν ὀρέτος πολὺ κοντὴν καὶ τὸ πλάτος γης θὰ κρυβῆται μέσα σεὶς πέπλες καὶ τὰ «γκοντσά». bbox=[573, 708, 808, 725]
theatre-listing-item[interactable] bbox=[1072, 510, 1317, 519]
fx-currency: Ὄσλο bbox=[567, 1208, 582, 1215]
stock-value: 320.— bbox=[1539, 1199, 1557, 1206]
stock-value: 230.— bbox=[1442, 1232, 1460, 1239]
column-ladies bbox=[568, 153, 814, 1055]
royal-mail-row bbox=[1072, 823, 1317, 831]
fx-currency: Παρίσιοι bbox=[567, 1117, 589, 1124]
theatre-show: «Ὁπερέτα Ι. Παπαϊωάννου».—Τὸ κορὶ τῆς νύχτας. bbox=[1119, 431, 1246, 439]
fx-buy: 1.35 bbox=[742, 1224, 754, 1231]
stock-row-left bbox=[1068, 1215, 1310, 1223]
theatre-show: «Ἐκ τὴν ἀλφῆς»—Τὸν κόσμον. bbox=[1105, 519, 1184, 527]
theatre-show: «Τὰ Μαντὰ». Σκηνὴ Δεβρίκη—ἀπογευματινὴ «Ὁ Περιγρισμός». bbox=[1103, 441, 1265, 449]
fx-buy: 74.80 bbox=[739, 1125, 754, 1132]
stock-table-right bbox=[1315, 1115, 1557, 1240]
promo-body-para: Κυρίαι κὰν υπήρχον ἄλλους ἡμασιύσαν μὰ μέσα τὴν μελλᾶς ὅλους. Ἔτσι καὶ τὴν διαφθάν τῶν Ἀθηνῶν τῆς Ρωσσίας. bbox=[43, 457, 232, 474]
feature-title-wrap bbox=[238, 72, 1562, 151]
oik3-para: ΒΕΡΟΛΙΝΟΝ, 14 Μαΐου.—Ἡ κατασταθεῖσα κατόπιν τοῦ χρηματιστηριακοῦ πανικοῦ πτώσεως τῶν τιμῶν δικαιολογεῖται τὴν μὴν ἐγγενόμενα τῶν ἀξιῶν ἐν τῷ Χρηματιστηρίῳ τοῦ Βερολίνου ἔσχεν ἀποτέλεσμα εἰς τὴν ἀποτελεσματικὴν τῆς Βιέννης τῆς Γλασκώβης τῆς ἀμφοτέρων. bbox=[393, 1118, 556, 1162]
promo-body-para: Ὅλοι μὲ δικαταθέσαν βήματήρια. Τοὺς Ὀλυμπιακὰ ἔχοντα καὶ οἱ φυβερὰ πάροιν Ρωσσίας καθώριζοντες σὲ σαιρεύσουσι, ἀπὸ τὸ παιδράν νὰ σκάλιο διάφορα φαγώσιμα μὲ σκιμᾶδιν ἐπίθεσιν καὶ σουλβιάντα, ἐκὶ μὲ καὶ Ἰνιομᾶς ἢ νομισμόν τὰς ἀφτοῦσεν. bbox=[43, 338, 232, 375]
theatre-name: ΠΑΝΟΡΑΜΑ bbox=[1072, 460, 1110, 468]
stock-name: Ζυθοποιΐα bbox=[1316, 1149, 1341, 1156]
theatre-name: ΑΥΛΑΙΔΑ bbox=[1072, 509, 1101, 517]
theatre-listing-item[interactable] bbox=[1072, 588, 1317, 597]
theatre-name: ΑΤΤΙΚΟΝ bbox=[1072, 470, 1101, 478]
c2-london-para: Ὁ κ. Γροῦλλο κατὰ τὸ πείραμα εἶχε γράψει μίαν φανατικὴν προσπάθειαν καὶ δὲν σκληρὸν πλέον. bbox=[243, 522, 399, 539]
fx-row bbox=[566, 1158, 807, 1166]
fx-row bbox=[566, 1141, 807, 1149]
serial-title: ΣΤΟ ΡΟΣΤΟΒΙ 1920 - 1921 bbox=[47, 89, 227, 105]
theatre-name: ΠΑΡΘΕΝΩΝ bbox=[1072, 500, 1110, 508]
stock-row-left bbox=[1068, 1240, 1310, 1248]
royal-mail-label: ἀναχ. bbox=[1208, 823, 1222, 830]
feature-title: ΑΠΟ ΤΗΝ ΖΩΗΝ bbox=[653, 85, 1147, 141]
c4-items-para: —Ὁ πρώην Χεδίβης εἰς Αἰγύπτου 'Ἀβδὴλ Χαμὶλ ἐπανερχόμενος εἰς εἰς τὸν Πασάνος ἐπήνσους ἀνεγγνὸν τὴν διαγνὴν τοῦ ἀγγλικοῦ Κυβερνήτου καὶ Ἐμιτὰ ἓν μερὶξ ἀπὸ Σιαρῆν, ἕνα καὶ τὰ Παλαιστίνα ἐπὶ τὰ φοιτῶν, ἀφ' ὅτου ἐξέπεσε ἀπὸ τῆς Αἰγύπτου διὰ διπλωματικῆς διαφορᾶς. bbox=[819, 316, 1061, 352]
london-headline: ΕΚΠΛΗΚΤΙΚΑ ΦΑΙΝΟΜΕΝΑ ΤΗΛΕΠΑΘΕΙΑΣ bbox=[294, 389, 510, 426]
divider-2 bbox=[243, 554, 562, 555]
stock-row-right bbox=[1315, 1190, 1557, 1198]
fashion-illustration-frame bbox=[573, 184, 808, 643]
promo-body-para: Στὴν ἀγορὰ ἐπῆγαν ὑπάρχων πράγματα καὶ τὰ παλαιῶν εἰς ἐκεῖ τὸ πλεῖστον γυναῖκες γιατὶ οἱ ἄνθρωποι ἐκνόμιζον τῶν ἐπιτρέπεται Μεγάλος φύλακος χρειάζεται τότε γιὰ νὰ ζήση κανεὶς ὑπορομεὶ! bbox=[43, 269, 232, 296]
c4-items-para: —Εἰς τῆς Ἀμερικανικῆς Κυβερνήσεως, κατηγορήθη σχέδιον καθ' ὁ θὰ ἐπιστηθῇ διαπάτη 100 ἑκατομμυρίων δολλαρίων πρὸς κατασκευὴν νὰ σταθεῖ καὶ τῆς αἴσθα τοῦ σιδηρόδομον τοῦ Μεκκαντῆ. bbox=[819, 245, 1061, 272]
theatre-listing-item[interactable] bbox=[1072, 598, 1317, 607]
stock-name: Πανελλήνιος bbox=[1068, 1273, 1100, 1280]
c4-items-para: —Πλησίον τοῦ Λιβάρνου, κατέπεσε ἀεροπλάνον ἐν εἰς ἀξίαν ποδοσφαιρίσεως. Ὅλοι τῶν ἐπιβαινόντων ἐφονεύθησαν. bbox=[819, 275, 1061, 292]
divider-3 bbox=[243, 614, 562, 615]
royal-mail-ship: «ΑΣΤΟΥΡΙΑΣ» bbox=[1073, 848, 1112, 855]
stock-col-curr: 1922 23 Ἰαν. bbox=[1241, 1115, 1309, 1123]
oik3-para: ΒΕΡΟΛΙΝΟΝ, 15 Μαΐου.—Τὸ ἀντικαθιστοῦ τῆς Ἑλληνικῆς Κυβερνήσεως εἰς τὸ 'Ἐξωτερικὸν ἐπέτυχε εἰς τὴν διαχείρισιν ὡς, συνεκολλήθηκε πληροδοτήρων τῶν ὅρων, αἱ προσκολληθεῖσα πληροφορίας τῶν ἀγορὰν εἰς τῶν ἐπὶ σωμάτων Πατέρα σου, οὕτως ὅλστε ἡ γῆς ἐπὶ ἀνάγκην σου τοῦ προσφυγῇ πρὸς τὴν εἰς τῆς Κυβέρνησι. bbox=[393, 1223, 556, 1276]
fx-buy: 29.88 bbox=[739, 1158, 754, 1165]
fx-table bbox=[566, 1099, 807, 1232]
fx-currency: Βρυξέλλαι bbox=[567, 1150, 593, 1157]
promo-body-para: Κρατοῦσαν σιὰ χάρτα τοῦ μιὰ μεγάλη καὶ παράκαλα ἐκεῖνος γεννητὴ καὶ τὸ παλαιό, πλάσματα ἐν εἴσης χῆρα, τοῦ βυρδιόνα, σιὸ τὸ ἡμῖν στέψον. bbox=[43, 985, 232, 1012]
promo-body-para: «Ἐγραψα κ' ἐγὼ στὰς Ἀθήνας πολλὰς οἰκογένειας φασσικάς. bbox=[50, 177, 212, 185]
fx-bulletin-subheading: Κλείσιμον 14 Μαΐου bbox=[658, 1088, 715, 1096]
theatre-listing-item[interactable] bbox=[1072, 461, 1317, 470]
promo-body-para: Λέγεται ἐν αἷς ἐπιστολογράφος σπείλω μὰν Λεντοῦμερὴ τηγορῳμένη τοῦ κ. Γοῦλλος ὁ σπείρημα προσσπάθεια καὶ σκληρὸν πλέον. bbox=[43, 718, 232, 745]
royal-mail-label: » bbox=[1218, 848, 1222, 855]
stock-row-left bbox=[1068, 1182, 1310, 1190]
fx-col-currency: ΣΥΝΑΛΛΑΓΜΑ ΜΕΤΡΗΣΕΙΣ bbox=[566, 1099, 712, 1107]
promo-body-para: Καὶ ἔγραφο ἐν τὴν ἀντικόμα τοὺς Τζὼν Β. Γροῦλλα, τῆς Ψυχικὴς Ἑταιρείας, ὅτις ἐξήτησε τὸ πείραμα, εἰς ἐπιστολογράφους κολλέγιστον ἐπείσμεν εἰς τὴν παραγραφὴν τὴν ἀντιμάτιον τοῦ. bbox=[43, 667, 232, 694]
theatre-show: «Ὀνωδῆς προσεχῆς». bbox=[1103, 607, 1157, 615]
bank-signature: Η ΕΘΝΙΚΗ ΤΡΑΠΕΖΑ ΤΗΣ ΕΛΛΑΔΟΣ bbox=[882, 510, 998, 518]
stock-row-right bbox=[1315, 1231, 1557, 1239]
ray-heading: ΣΤΑΛ ΑΚΤΙΝΑ bbox=[573, 1020, 622, 1030]
economy-heading: ΟΙΚΟΝΟΜΙΚΗ ΚΙΝΗΣΙΣ bbox=[43, 1065, 555, 1103]
c3-imoda-para: —Γυναῖκας τὰ φράματα εἶνε ἐφάρα ἢ δίσε· στὴν ἀγορὰν μὲ δῶμα τὰ μέσα τὰ ζῆν αὐλαίου καὶ πιὸ ἐνδιαφέρων. bbox=[573, 791, 808, 808]
theatre-name: ΣΠΛΕΝΤΙΤ bbox=[1072, 480, 1104, 488]
theatre-name: ΚΟΤΟΠΟΥΛΗ bbox=[1072, 372, 1113, 380]
stock-value: 89.— bbox=[1226, 1224, 1240, 1231]
c2-paras-para: Τὸ πλοῖον, τὸ ὁποῖον ἐστάλη φωνεῖται τοὺς δελφίνας, καὶ ὁμοῦ ἀφραβῇ τὴν σφαγνιστάθη ἀδένα ἦ ἀπόφυσιν, ὁ ὁποῖος εὑρίσκεται εἰς τὴν βάσιν τοῦ ἐγκεφάλου, δειλτάτου μέγιστον εἰς τὸ ὕδωρ τοῦ σώματοῦ, ὁ ὁποῖον πᾶ ἐκβραξε τὴν παραλίαν μὰ τῶν κυμάτων. bbox=[243, 245, 399, 290]
royal-mail-date: 4 Μαΐου 1927. bbox=[1281, 823, 1316, 830]
stock-value: 1520.— bbox=[1536, 1166, 1557, 1173]
securities-heading: Χρεώγραφα bbox=[43, 1112, 86, 1122]
c5-koinonika-para: ΑΘ. Γ. ΤΡΑΧΙΛΑΣ ἐσφραγῆς τῆς Συμπλαδοικτίας καὶ παρεγγλοματικῆς εἰσαγωγῆς εἰς τὸ νέον τῆς κατοικίας. Τὴν συνοδείαν τῶν ἀνηλίκων τῆς ἐργασίας, καὶ κ. Μαρίας 'Ἀργυροπούλου. Βιώνη, ἀπεκατάστησεν ἐν τῆς οἰκίας. Ὅλοι οἱ ἐρχομένην εἰς ὅλους τῶν ἐθνικῶν. bbox=[1072, 667, 1317, 703]
promo-body-para: Τὰ πανέσχισθα ἐκεῖνο χρήματα, παλαιόνουσαν γυμνικα καὶ σὲ ἀνθρώπους παντοκαλούσαντης γιατὶ ἐν σφαιρώνουν, μὲ ἐξίσωστον τὰ ψωμί κατὰ νὰ χώματα κοσμογένης. Οἱ ἄνθρωποι ἀνὴψύχουν καὶ καὶ ἐσώνη τοῦ Νικολάου ἀκριβῶς, γιατὶ ἐνόμιζον, ἡμῖν καὶ ἀγοραῖν ὅλα ἐπαιρναν πᾶλιν ὁσον καὶ ἐσώναν τοῦ ἡμᾶς. bbox=[43, 876, 232, 921]
royal-mail-title: ROYAL MAIL LINE bbox=[1072, 749, 1317, 776]
stock-value: 238.— bbox=[1539, 1232, 1557, 1239]
divider bbox=[243, 363, 562, 365]
